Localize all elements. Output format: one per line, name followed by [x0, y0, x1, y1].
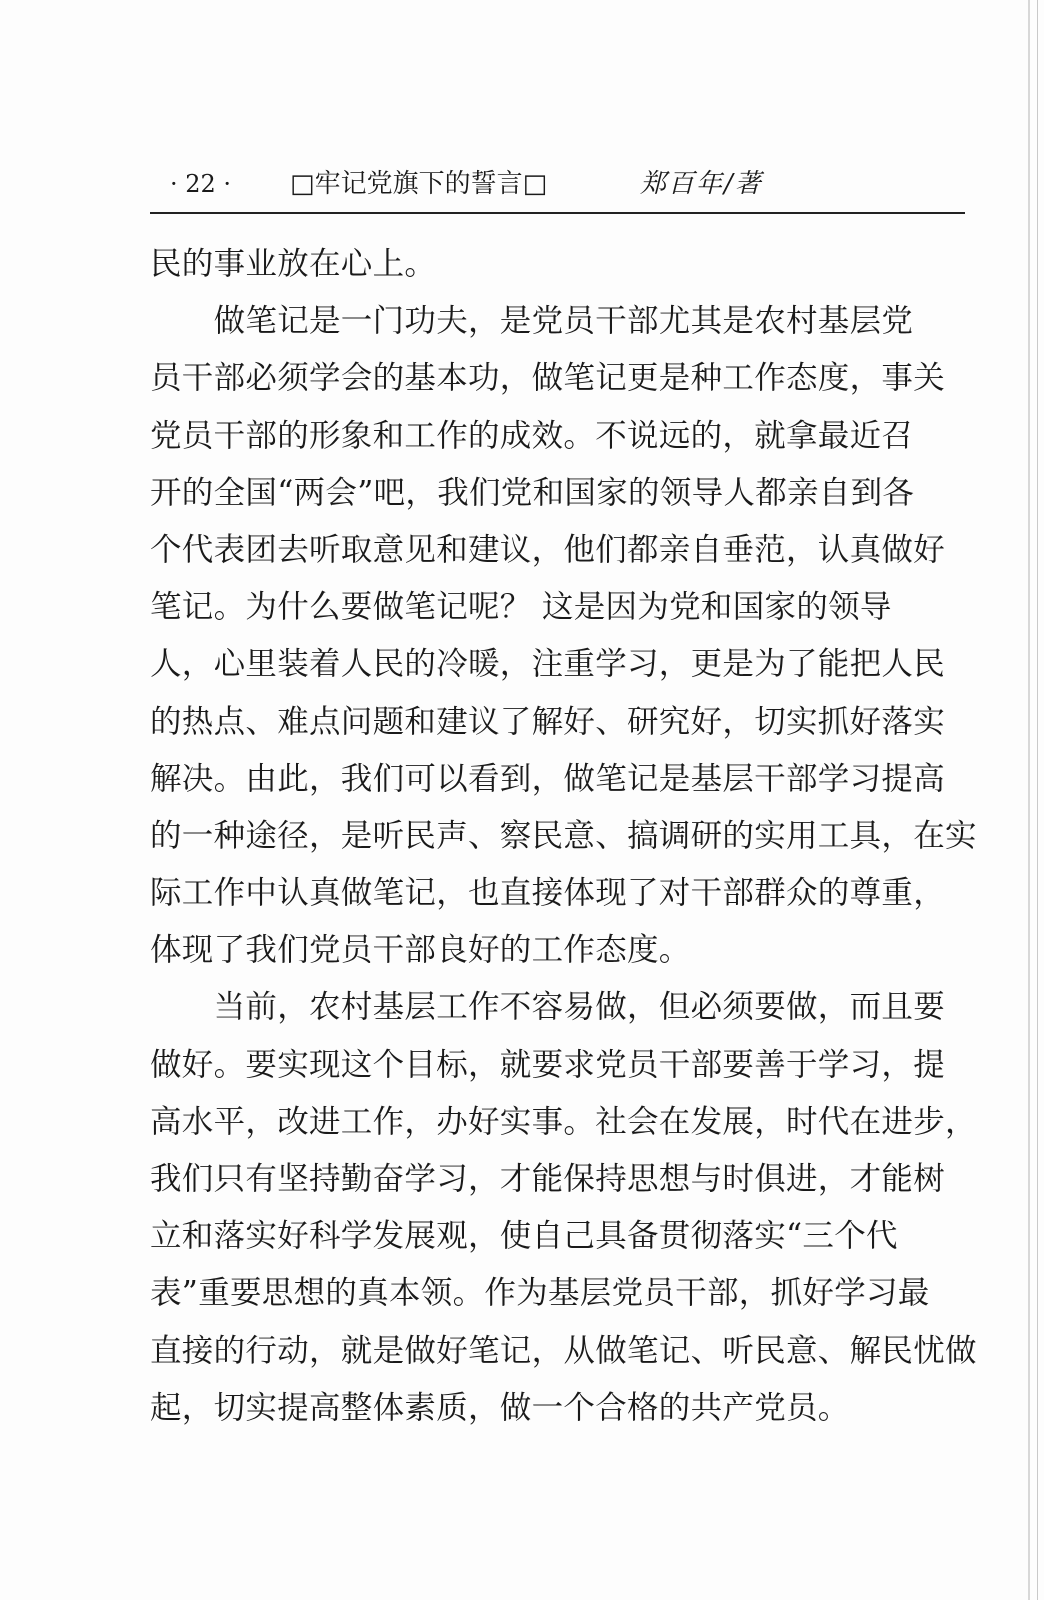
text-line: 民的事业放在心上。 [150, 246, 437, 282]
text-line: 我们只有坚持勤奋学习，才能保持思想与时俱进，才能树 [150, 1161, 946, 1197]
text-line: 做好。要实现这个目标，就要求党员干部要善于学习，提 [150, 1046, 946, 1083]
page-edge-line [1028, 0, 1030, 1600]
text-line: 开的全国“两会”吧，我们党和国家的领导人都亲自到各 [150, 474, 915, 511]
book-title: □牢记党旗下的誓言□ [290, 169, 548, 199]
header-rule [150, 212, 965, 214]
text-line: 个代表团去听取意见和建议，他们都亲自垂范，认真做好 [150, 531, 946, 568]
text-line: 的一种途径，是听民声、察民意、搞调研的实用工具，在实 [150, 817, 977, 854]
text-line: 际工作中认真做笔记，也直接体现了对干部群众的尊重， [150, 875, 946, 912]
text-line: 党员干部的形象和工作的成效。不说远的，就拿最近召 [150, 417, 914, 454]
text-line: 当前，农村基层工作不容易做，但必须要做，而且要 [150, 989, 946, 1026]
page-number: · 22 · [170, 170, 232, 198]
page-edge-line-outer [1037, 0, 1038, 1600]
text-line: 做笔记是一门功夫，是党员干部尤其是农村基层党 [150, 303, 914, 340]
author-credit: 郑百年/著 [640, 169, 763, 199]
text-line: 解决。由此，我们可以看到，做笔记是基层干部学习提高 [150, 760, 946, 797]
text-line: 表”重要思想的真本领。作为基层党员干部，抓好学习最 [150, 1275, 930, 1312]
running-header [150, 164, 965, 204]
body-text [150, 236, 977, 1437]
text-line: 员干部必须学会的基本功，做笔记更是种工作态度，事关 [150, 360, 946, 397]
text-line: 高水平，改进工作，办好实事。社会在发展，时代在进步， [150, 1103, 977, 1140]
text-line: 立和落实好科学发展观，使自己具备贯彻落实“三个代 [150, 1218, 898, 1255]
text-line: 笔记。为什么要做笔记呢？ 这是因为党和国家的领导 [150, 589, 892, 626]
text-line: 起，切实提高整体素质，做一个合格的共产党员。 [150, 1389, 850, 1426]
text-line: 的热点、难点问题和建议了解好、研究好，切实抓好落实 [150, 703, 946, 740]
text-line: 体现了我们党员干部良好的工作态度。 [150, 932, 691, 969]
text-line: 人，心里装着人民的冷暖，注重学习，更是为了能把人民 [150, 646, 946, 683]
text-line: 直接的行动，就是做好笔记，从做笔记、听民意、解民忧做 [150, 1332, 977, 1369]
